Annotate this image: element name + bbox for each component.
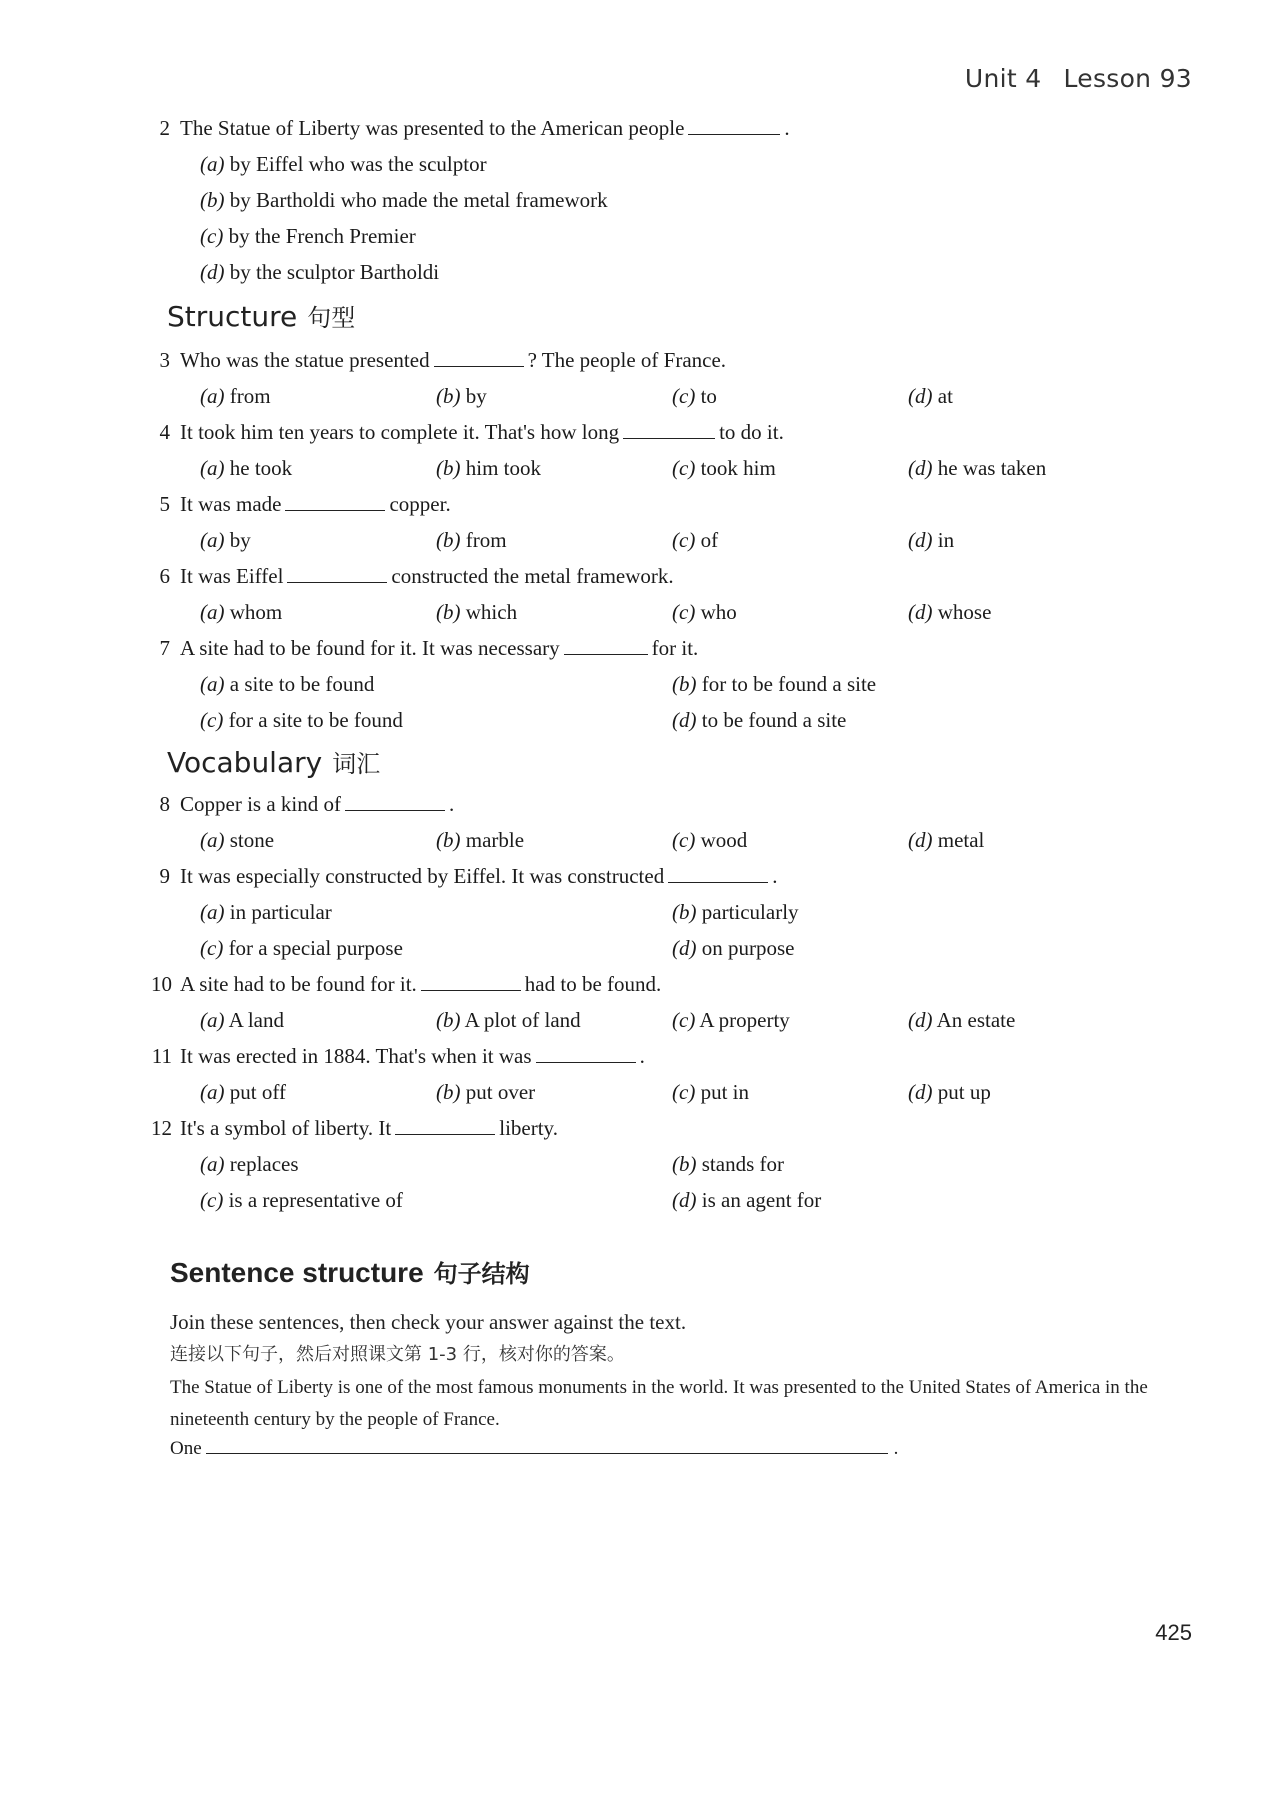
textbook-page: Unit 4 Lesson 93 2 The Statue of Liberty was presented to the American people . (a) by Eiffel who was the sculptor (b) by Bartholdi who made the metal framework (c) by the French Premier (d) by the sculptor Bartholdi Structure 句型 3 Who was the statue presented ? The people of France. (a) from (b) by (c) to (d) at 4 It took him ten years to complete it. That's how long to do it. (a) he took (b) him took (c) took him (d) he was taken 5 It was made copper. (a) by (b) from (c) of (d) in 6 It was Eiffel constructed the metal framework. (a) whom (b) which (c) who (d) whose 7 A site had to be found for it. It was necessary for it. (a) a site to be found (b) for to be found a site (c) for a site to be found (d) to be found a site Vocabulary 词汇 8 Copper is a kind of . (a) stone (b) marble (c) wood (d) metal 9 It was especially constructed by Eiffel. It was constructed . (a) in particular (b) particularly (c) for a special purpose (d) on purpose 10 A site had to be found for it. had to be found. (a) A land (b) A plot of land (c) A property (d) An estate 11 It was erected in 1884. That's when it was . (a) put off (b) put over (c) put in (d) put up 12 It's a symbol of liberty. It liberty. (a) replaces (b) stands for (c) is a representative of (d) is an agent for Sentence structure 句子结构 Join these sentences, then check your answer against the text. 连接以下句子，然后对照课文第 1-3 行，核对你的答案。 The Statue of Liberty is one of the most famous monuments in the world. It was presented to the United States of America in the nineteenth century by the people of France. One . 425 bbox=[0, 0, 1272, 1800]
option-b[interactable]: (b) which bbox=[436, 600, 518, 624]
option-d[interactable]: (d) put up bbox=[908, 1080, 991, 1104]
option-b[interactable]: (b) by bbox=[436, 384, 487, 408]
option-d[interactable]: (d) in bbox=[908, 528, 955, 552]
instruction-text: Join these sentences, then check your answer against the text. bbox=[170, 1310, 687, 1334]
option-a[interactable]: (a) he took bbox=[200, 456, 293, 480]
option-b[interactable]: (b) put over bbox=[436, 1080, 536, 1104]
answer-blank[interactable] bbox=[395, 1116, 495, 1135]
option-d[interactable]: (d) metal bbox=[908, 828, 985, 852]
option-c[interactable]: (c) of bbox=[672, 528, 719, 552]
option-a[interactable]: (a) by Eiffel who was the sculptor bbox=[200, 152, 487, 176]
answer-line: One . bbox=[170, 1438, 899, 1459]
answer-blank[interactable] bbox=[564, 636, 648, 655]
option-d[interactable]: (d) on purpose bbox=[672, 936, 795, 960]
question-stem: The Statue of Liberty was presented to the American people bbox=[180, 116, 685, 140]
sentence-structure-heading: Sentence structure 句子结构 bbox=[170, 1257, 530, 1288]
answer-blank[interactable] bbox=[285, 492, 385, 511]
option-c[interactable]: (c) for a site to be found bbox=[200, 708, 403, 732]
unit-label: Unit 4 bbox=[964, 64, 1042, 93]
option-a[interactable]: (a) whom bbox=[200, 600, 283, 624]
option-b[interactable]: (b) A plot of land bbox=[436, 1008, 581, 1032]
option-a[interactable]: (a) from bbox=[200, 384, 271, 408]
answer-blank[interactable] bbox=[434, 348, 524, 367]
option-a[interactable]: (a) stone bbox=[200, 828, 275, 852]
option-d[interactable]: (d) to be found a site bbox=[672, 708, 847, 732]
option-d[interactable]: (d) An estate bbox=[908, 1008, 1016, 1032]
option-c[interactable]: (c) for a special purpose bbox=[200, 936, 403, 960]
answer-blank[interactable] bbox=[421, 972, 521, 991]
option-c[interactable]: (c) is a representative of bbox=[200, 1188, 403, 1212]
answer-blank[interactable] bbox=[623, 420, 715, 439]
option-a[interactable]: (a) in particular bbox=[200, 900, 332, 924]
option-c[interactable]: (c) to bbox=[672, 384, 717, 408]
option-d[interactable]: (d) at bbox=[908, 384, 953, 408]
option-c[interactable]: (c) wood bbox=[672, 828, 748, 852]
answer-blank[interactable] bbox=[345, 792, 445, 811]
answer-blank[interactable] bbox=[287, 564, 387, 583]
option-b[interactable]: (b) marble bbox=[436, 828, 525, 852]
option-b[interactable]: (b) for to be found a site bbox=[672, 672, 877, 696]
option-b[interactable]: (b) stands for bbox=[672, 1152, 784, 1176]
option-a[interactable]: (a) by bbox=[200, 528, 251, 552]
option-c[interactable]: (c) who bbox=[672, 600, 737, 624]
source-passage: The Statue of Liberty is one of the most famous monuments in the world. It was presented to the United States of America in the nineteenth century by the people of France. bbox=[170, 1377, 1148, 1430]
option-c[interactable]: (c) by the French Premier bbox=[200, 224, 416, 248]
page-number: 425 bbox=[1155, 1620, 1192, 1645]
answer-blank[interactable] bbox=[536, 1044, 636, 1063]
instruction-text-cn: 连接以下句子，然后对照课文第 1-3 行，核对你的答案。 bbox=[170, 1344, 625, 1365]
question-number: 2 bbox=[159, 116, 170, 140]
answer-blank[interactable] bbox=[668, 864, 768, 883]
option-b[interactable]: (b) from bbox=[436, 528, 507, 552]
vocabulary-heading: Vocabulary 词汇 bbox=[167, 746, 381, 779]
option-d[interactable]: (d) he was taken bbox=[908, 456, 1047, 480]
answer-blank[interactable] bbox=[688, 116, 780, 135]
option-b[interactable]: (b) by Bartholdi who made the metal framework bbox=[200, 188, 608, 212]
option-b[interactable]: (b) particularly bbox=[672, 900, 799, 924]
answer-blank[interactable] bbox=[206, 1439, 888, 1454]
page-header bbox=[965, 64, 1192, 93]
option-a[interactable]: (a) a site to be found bbox=[200, 672, 375, 696]
option-c[interactable]: (c) took him bbox=[672, 456, 776, 480]
structure-heading: Structure 句型 bbox=[167, 300, 356, 333]
option-d[interactable]: (d) by the sculptor Bartholdi bbox=[200, 260, 440, 284]
option-c[interactable]: (c) A property bbox=[672, 1008, 790, 1032]
option-a[interactable]: (a) put off bbox=[200, 1080, 286, 1104]
option-c[interactable]: (c) put in bbox=[672, 1080, 749, 1104]
lesson-label: Lesson 93 bbox=[1063, 64, 1192, 93]
option-a[interactable]: (a) A land bbox=[200, 1008, 285, 1032]
option-d[interactable]: (d) is an agent for bbox=[672, 1188, 822, 1212]
option-d[interactable]: (d) whose bbox=[908, 600, 992, 624]
option-b[interactable]: (b) him took bbox=[436, 456, 542, 480]
option-a[interactable]: (a) replaces bbox=[200, 1152, 299, 1176]
